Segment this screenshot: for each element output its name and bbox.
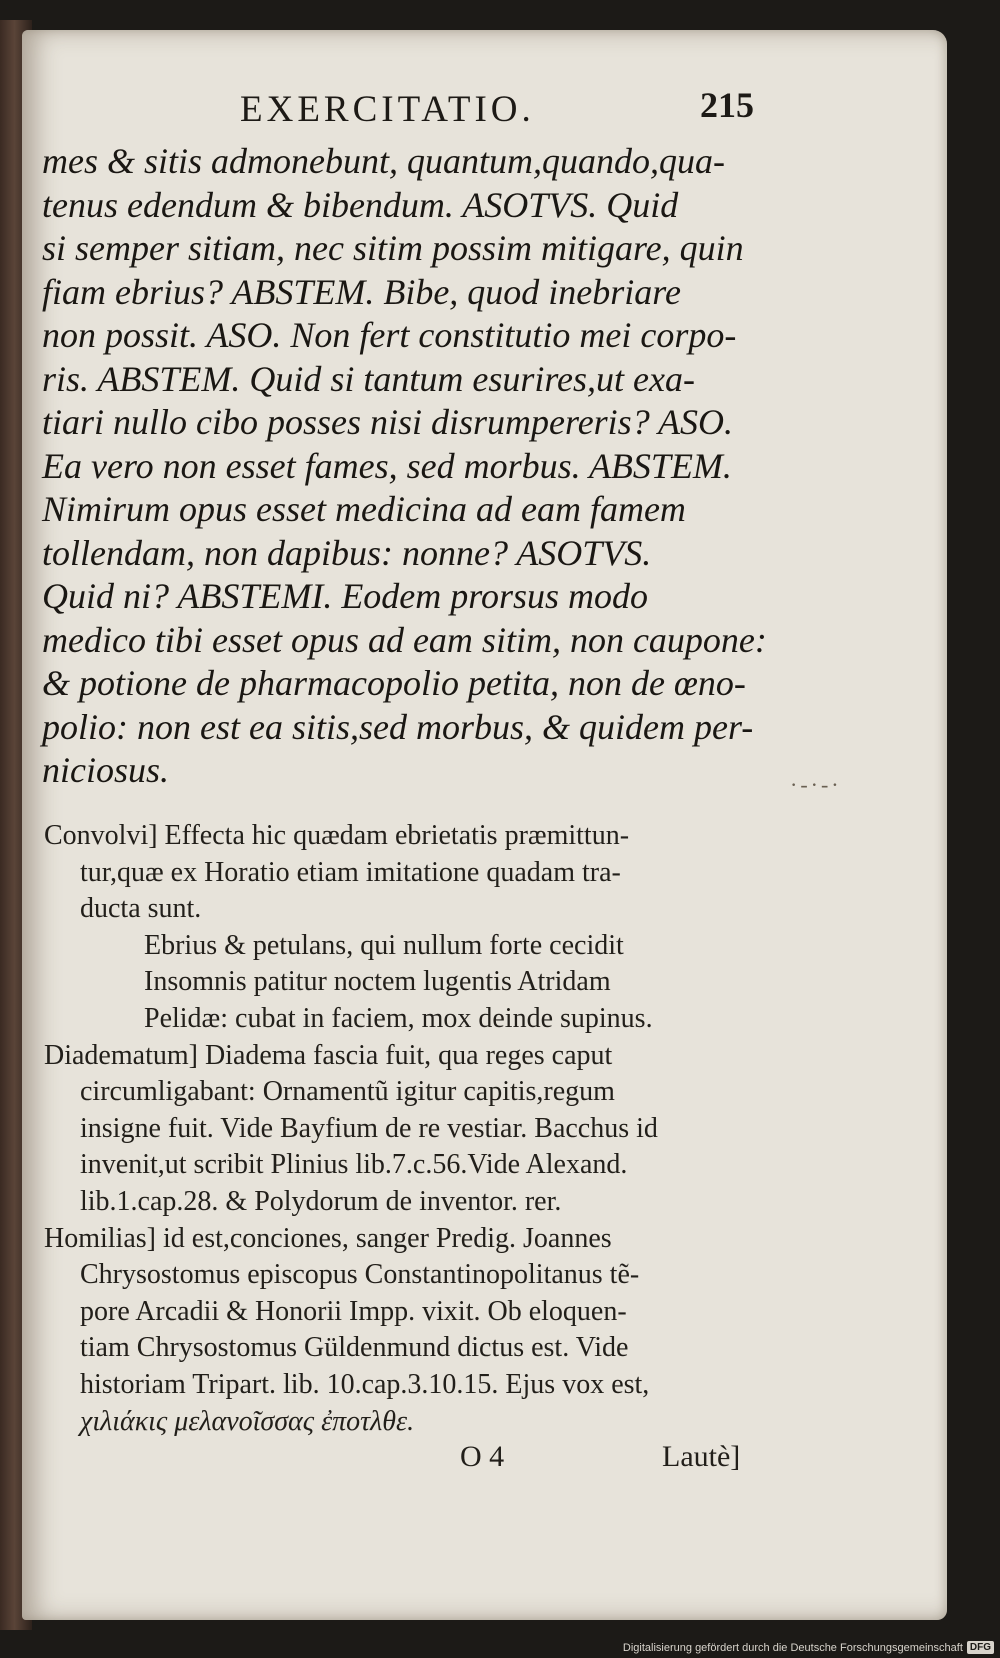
dialogue-line: ris. ABSTEM. Quid si tantum esurires,ut exa- [42,358,695,399]
dialogue-line: niciosus. [42,750,170,790]
dialogue-line: si semper sitiam, nec sitim possim mitigare, quin [42,228,744,268]
running-head: EXERCITATIO. [240,89,535,130]
note-line: insigne fuit. Vide Bayfium de re vestiar. Bacchus id [80,1112,658,1144]
dialogue-line: tenus edendum & bibendum. ASOTVS. Quid [42,184,679,225]
note-line: Homilias] id est,conciones, sanger Predig. Joannes [44,1222,612,1254]
dialogue-text [42,140,767,793]
signature-mark: O 4 [460,1440,505,1473]
note-line: invenit,ut scribit Plinius lib.7.c.56.Vide Alexand. [80,1149,628,1181]
note-line: tur,quæ ex Horatio etiam imitatione quadam tra- [80,856,621,888]
note-line: Chrysostomus episcopus Constantinopolitanus tẽ- [80,1259,640,1291]
margin-mark: ·-·-· [790,772,842,797]
note-line: Pelidæ: cubat in faciem, mox deinde supinus. [144,1002,653,1034]
dialogue-line: Ea vero non esset fames, sed morbus. ABSTEM. [42,445,732,486]
dialogue-line: fiam ebrius? ABSTEM. Bibe, quod inebriare [42,271,681,312]
note-line: circumligabant: Ornamentũ igitur capitis,regum [80,1076,615,1108]
note-line: Convolvi] Effecta hic quædam ebrietatis præmittun- [44,820,630,851]
dialogue-line: polio: non est ea sitis,sed morbus, & quidem per- [42,706,754,747]
dialogue-line: Nimirum opus esset medicina ad eam famem [42,489,686,529]
note-line: lib.1.cap.28. & Polydorum de inventor. rer. [80,1185,562,1217]
catchword: Lautè] [662,1440,741,1473]
note-line: historiam Tripart. lib. 10.cap.3.10.15. Ejus vox est, [80,1368,650,1400]
note-line: Ebrius & petulans, qui nullum forte cecidit [144,929,624,961]
dialogue-line: tollendam, non dapibus: nonne? ASOTVS. [42,532,652,573]
note-line: ducta sunt. [80,893,202,925]
dialogue-line: & potione de pharmacopolio petita, non de œno- [42,663,746,703]
dfg-logo: DFG [967,1641,994,1654]
digitization-credit [623,1641,994,1654]
dialogue-line: tiari nullo cibo posses nisi disrumpereris? ASO. [42,402,734,442]
dialogue-line: medico tibi esset opus ad eam sitim, non caupone: [42,619,767,660]
note-line: tiam Chrysostomus Güldenmund dictus est. Vide [80,1332,629,1364]
page-number: 215 [700,85,754,125]
commentary-notes [44,818,764,1440]
note-line: χιλιάκις μελανοῖσσας ἐποτλθε. [80,1405,415,1437]
credit-text: Digitalisierung gefördert durch die Deutsche Forschungsgemeinschaft [622,1641,963,1654]
dialogue-line: non possit. ASO. Non fert constitutio mei corpo- [42,315,737,355]
note-line: Diadematum] Diadema fascia fuit, qua reges caput [44,1039,613,1071]
note-line: Insomnis patitur noctem lugentis Atridam [144,966,611,998]
dialogue-line: Quid ni? ABSTEMI. Eodem prorsus modo [42,576,648,616]
dialogue-line: mes & sitis admonebunt, quantum,quando,qua- [42,141,725,181]
note-line: pore Arcadii & Honorii Impp. vixit. Ob eloquen- [80,1295,627,1327]
